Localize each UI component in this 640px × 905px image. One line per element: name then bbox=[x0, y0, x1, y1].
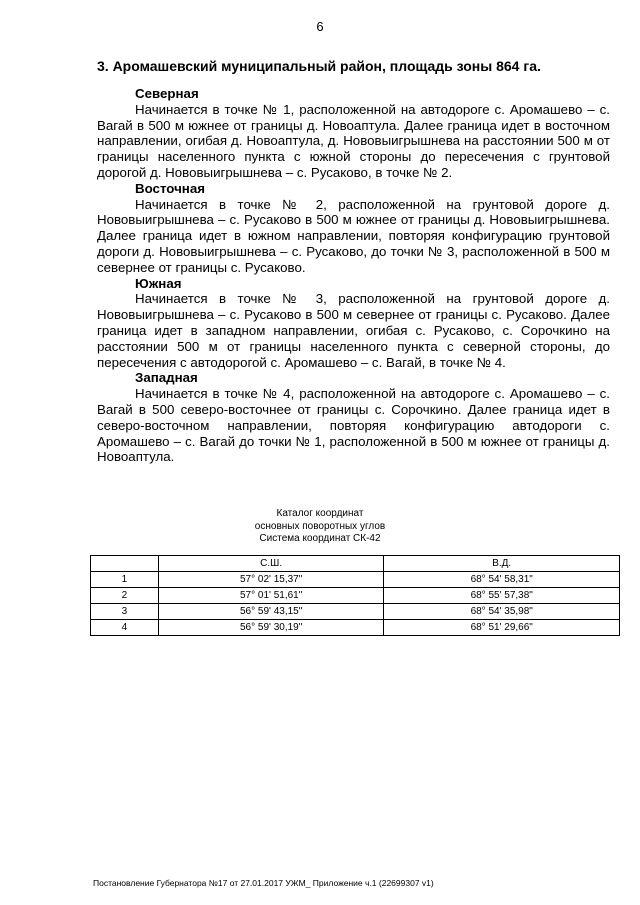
row-latitude: 57° 02' 15,37" bbox=[158, 572, 384, 588]
row-index: 4 bbox=[91, 620, 159, 636]
table-row bbox=[91, 572, 620, 588]
row-longitude: 68° 51' 29,66" bbox=[384, 620, 620, 636]
table-row bbox=[91, 604, 620, 620]
header-cell-latitude: С.Ш. bbox=[158, 556, 384, 572]
row-latitude: 56° 59' 30,19" bbox=[158, 620, 384, 636]
row-latitude: 57° 01' 51,61" bbox=[158, 588, 384, 604]
row-index: 2 bbox=[91, 588, 159, 604]
header-cell-longitude: В.Д. bbox=[384, 556, 620, 572]
section-text-north: Начинается в точке № 1, расположенной на автодороге с. Аромашево – с. Вагай в 500 м южнее от границы д. Новоаптула. Далее граница идет в восточном направлении, огибая д. Новоаптула, д. Нововыигрышнева на расстоянии 500 м от границы населенного пункта с южной стороны до пересечения с грунтовой дорогой д. Нововыигрышнева – с. Русаково, в точке № 2. bbox=[97, 101, 610, 180]
row-latitude: 56° 59' 43,15" bbox=[158, 604, 384, 620]
page-number: 6 bbox=[316, 19, 324, 34]
row-longitude: 68° 54' 58,31" bbox=[384, 572, 620, 588]
coordinates-table bbox=[90, 555, 620, 636]
section-text-east: Начинается в точке № 2, расположенной на грунтовой дороге д. Нововыигрышнева – с. Русаково в 500 м южнее от границы д. Нововыигрышнева. Далее граница идет в южном направлении, повторяя конфигурацию грунтовой дороги д. Нововыигрышнева – с. Русаково, до точки № 3, расположенной в 500 м севернее от границы с. Русаково. bbox=[97, 196, 610, 275]
section-heading-east: Восточная bbox=[135, 180, 205, 196]
table-row bbox=[91, 588, 620, 604]
catalog-caption bbox=[0, 508, 640, 546]
section-text-south: Начинается в точке № 3, расположенной на грунтовой дороге д. Нововыигрышнева – с. Русаково в 500 м севернее от границы с. Русаково. Далее граница идет в западном направлении, огибая с. Русаково, с. Сорочкино на расстоянии 500 м от границы населенного пункта с северной стороны, до пересечения с автодорогой с. Аромашево – с. Вагай, в точке № 4. bbox=[97, 291, 610, 370]
section-title: 3. Аромашевский муниципальный район, площадь зоны 864 га. bbox=[97, 58, 541, 74]
row-longitude: 68° 55' 57,38" bbox=[384, 588, 620, 604]
section-heading-west: Западная bbox=[135, 370, 198, 386]
table-header-row bbox=[91, 556, 620, 572]
table-row bbox=[91, 620, 620, 636]
row-index: 1 bbox=[91, 572, 159, 588]
document-body bbox=[97, 86, 610, 465]
section-heading-south: Южная bbox=[135, 275, 182, 291]
row-longitude: 68° 54' 35,98" bbox=[384, 604, 620, 620]
catalog-line-2: основных поворотных углов bbox=[254, 520, 386, 532]
header-cell-index bbox=[91, 556, 159, 572]
catalog-line-1: Каталог координат bbox=[276, 508, 364, 519]
document-footer: Постановление Губернатора №17 от 27.01.2017 УЖМ_ Приложение ч.1 (22699307 v1) bbox=[93, 878, 434, 888]
section-heading-north: Северная bbox=[135, 86, 199, 101]
catalog-line-3: Система координат СК-42 bbox=[259, 533, 381, 544]
section-text-west: Начинается в точке № 4, расположенной на автодороге с. Аромашево – с. Вагай в 500 северо-восточнее от границы с. Сорочкино. Далее граница идет в северо-восточном направлении, повторяя конфигурацию автодороги с. Аромашево – с. Вагай до точки № 1, расположенной в 500 м южнее от границы д. Новоаптула. bbox=[97, 386, 610, 465]
row-index: 3 bbox=[91, 604, 159, 620]
